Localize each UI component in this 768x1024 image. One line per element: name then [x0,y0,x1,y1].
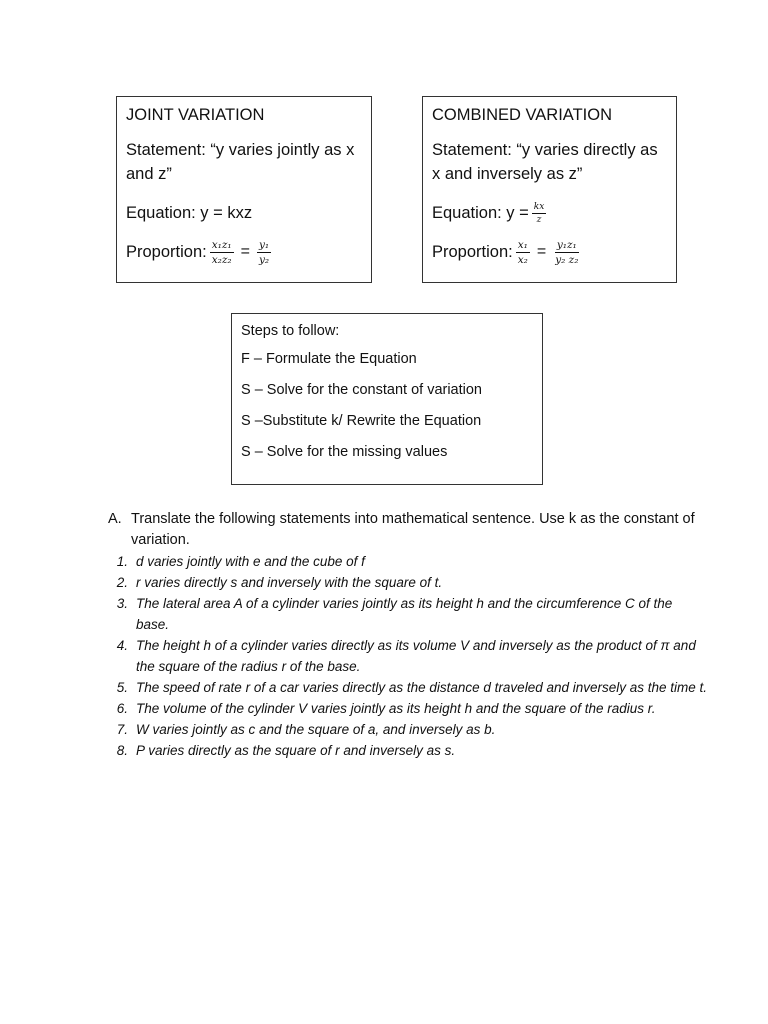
combined-prop-right-denominator: y₂ z₂ [555,253,579,266]
joint-prop-right-denominator: y₂ [258,253,270,266]
exercise-number: 1. [116,554,128,569]
exercise-text: The volume of the cylinder V varies jointly as its height h and the square of the radius r. [136,701,656,716]
combined-proportion-label: Proportion: [432,243,513,261]
combined-eq-fraction [532,202,547,225]
combined-prop-right-numerator: y₁z₁ [556,238,577,251]
combined-prop-right-fraction [553,239,580,266]
exercise-item [108,635,708,677]
combined-proportion [432,234,667,270]
section-a-heading [108,509,708,551]
combined-eq-numerator: kx [533,201,545,212]
exercise-item [108,677,708,698]
exercise-text: P varies directly as the square of r and inversely as s. [136,743,456,758]
exercise-item [108,740,708,761]
exercise-number: 7. [116,722,128,737]
joint-prop-right-fraction [257,239,271,266]
exercise-list [108,551,708,761]
combined-variation-title: COMBINED VARIATION [432,106,612,124]
exercise-text: d varies jointly with e and the cube of f [136,554,365,569]
step-item: S – Solve for the constant of variation [241,382,482,398]
exercise-item [108,593,708,635]
steps-title: Steps to follow: [241,323,340,339]
exercise-number: 5. [116,680,128,695]
joint-variation-box [116,96,372,283]
section-a-letter: A. [108,511,122,527]
joint-proportion-label: Proportion: [126,243,207,261]
joint-prop-left-numerator: x₁z₁ [211,238,232,251]
exercise-text: r varies directly s and inversely with the square of t. [136,575,443,590]
step-item: F – Formulate the Equation [241,351,417,367]
combined-prop-equals: = [536,243,547,260]
joint-prop-equals: = [240,243,250,260]
exercise-number: 3. [116,596,128,611]
exercise-text: The lateral area A of a cylinder varies jointly as its height h and the circumference C of the base. [136,596,673,632]
combined-variation-box [422,96,677,283]
joint-variation-title: JOINT VARIATION [126,106,265,124]
exercise-item [108,572,708,593]
joint-prop-left-denominator: x₂z₂ [211,253,232,266]
combined-prop-left-fraction [516,239,530,266]
joint-prop-right-numerator: y₁ [258,238,270,251]
step-item: S – Solve for the missing values [241,444,448,460]
exercise-text: W varies jointly as c and the square of a, and inversely as b. [136,722,496,737]
exercise-number: 6. [116,701,128,716]
section-a [108,509,708,761]
exercise-item [108,719,708,740]
exercise-text: The speed of rate r of a car varies directly as the distance d traveled and inversely as the time t. [136,680,708,695]
combined-prop-left-denominator: x₂ [517,253,528,266]
exercise-number: 8. [116,743,128,758]
joint-equation: Equation: y = kxz [126,204,253,222]
exercise-number: 2. [116,575,128,590]
combined-equation-label: Equation: y = [432,204,529,222]
combined-statement: Statement: “y varies directly as x and inversely as z” [432,141,658,183]
combined-equation [432,198,667,228]
combined-prop-left-numerator: x₁ [517,238,528,251]
joint-proportion [126,234,362,270]
combined-eq-denominator: z [536,214,542,225]
exercise-item [108,551,708,572]
step-item: S –Substitute k/ Rewrite the Equation [241,413,482,429]
exercise-number: 4. [116,638,128,653]
steps-box [231,313,543,485]
exercise-text: The height h of a cylinder varies directly as its volume V and inversely as the product of π and the square of the radius r of the base. [136,638,696,674]
section-a-heading-text: Translate the following statements into mathematical sentence. Use k as the constant of variation. [131,511,695,548]
exercise-item [108,698,708,719]
joint-prop-left-fraction [210,239,234,266]
joint-statement: Statement: “y varies jointly as x and z” [126,141,355,183]
